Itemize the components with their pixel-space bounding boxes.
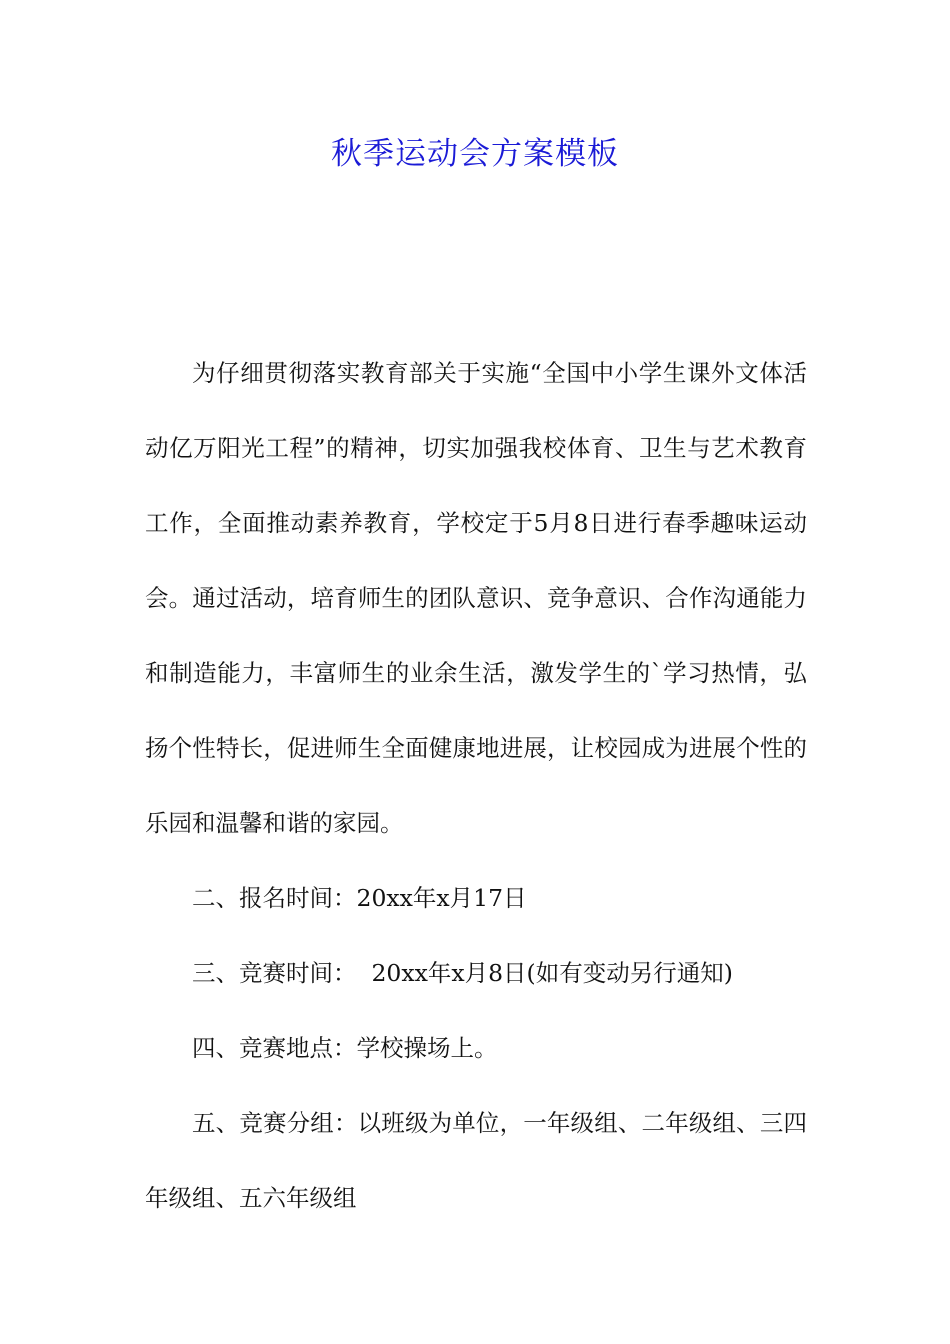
competition-location: 四、竞赛地点：学校操场上。 [192,1034,498,1062]
competition-groups: 五、竞赛分组：以班级为单位，一年级组、二年级组、三四年级组、五六年级组 [145,1109,807,1212]
registration-time: 二、报名时间：20xx年x月17日 [192,884,527,912]
intro-paragraph: 为仔细贯彻落实教育部关于实施“全国中小学生课外文体活动亿万阳光工程”的精神，切实加强我校体育、卫生与艺术教育工作，全面推动素养教育，学校定于5月8日进行春季趣味运动会。通过活动，培育师生的团队意识、竞争意识、合作沟通能力和制造能力，丰富师生的业余生活，激发学生的`学习热情，弘扬个性特长，促进师生全面健康地进展，让校园成为进展个性的乐园和温馨和谐的家园。 [145,359,807,837]
competition-time: 三、竞赛时间： 20xx年x月8日(如有变动另行通知) [192,959,733,987]
document-body [145,336,807,1236]
document-title: 秋季运动会方案模板 [331,136,619,172]
